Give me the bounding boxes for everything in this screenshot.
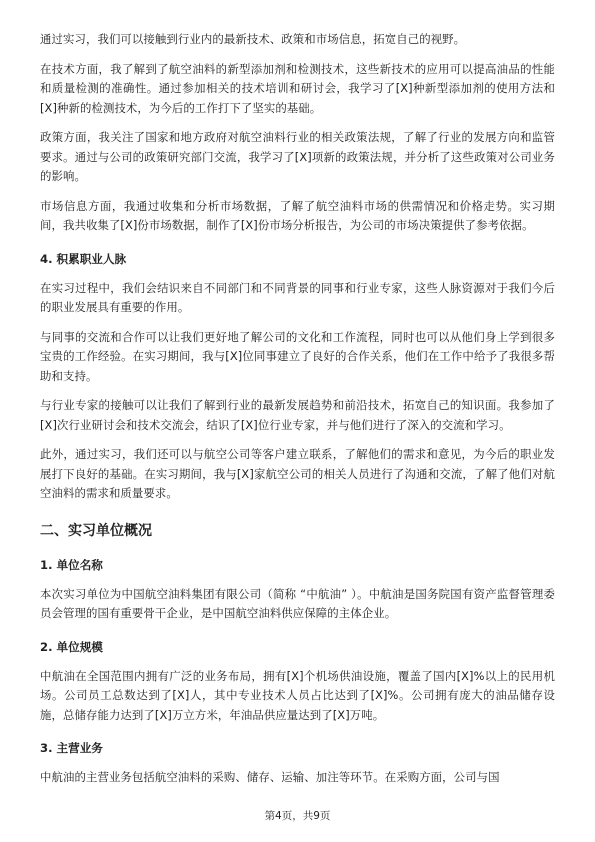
section-heading: 二、实习单位概况 xyxy=(40,522,152,539)
paragraph: 市场信息方面，我通过收集和分析市场数据，了解了航空油料市场的供需情况和价格走势。实习期间，我共收集了[X]份市场数据，制作了[X]份市场分析报告，为公司的市场决策提供了参考依据。 xyxy=(40,198,555,232)
paragraph: 在实习过程中，我们会结识来自不同部门和不同背景的同事和行业专家，这些人脉资源对于我们今后的职业发展具有重要的作用。 xyxy=(40,280,555,314)
subsection-heading: 3. 主营业务 xyxy=(40,741,103,755)
paragraph: 与同事的交流和合作可以让我们更好地了解公司的文化和工作流程，同时也可以从他们身上学到很多宝贵的工作经验。在实习期间，我与[X]位同事建立了良好的合作关系，他们在工作中给予了我很多帮助和支持。 xyxy=(40,329,555,383)
paragraph: 本次实习单位为中国航空油料集团有限公司（简称 “中航油” ）。中航油是国务院国有资产监督管理委员会管理的国有重要骨干企业，是中国航空油料供应保障的主体企业。 xyxy=(40,586,555,620)
paragraph: 中航油的主营业务包括航空油料的采购、储存、运输、加注等环节。在采购方面，公司与国 xyxy=(40,770,500,784)
paragraph: 通过实习，我们可以接触到行业内的最新技术、政策和市场信息，拓宽自己的视野。 xyxy=(40,32,466,46)
paragraph: 此外，通过实习，我们还可以与航空公司等客户建立联系，了解他们的需求和意见，为今后的职业发展打下良好的基础。在实习期间，我与[X]家航空公司的相关人员进行了沟通和交流，了解了他们对航空油料的需求和质量要求。 xyxy=(40,447,555,500)
paragraph: 在技术方面，我了解到了航空油料的新型添加剂和检测技术，这些新技术的应用可以提高油品的性能和质量检测的准确性。通过参加相关的技术培训和研讨会，我学习了[X]种新型添加剂的使用方法和[X]种新的检测技术，为今后的工作打下了坚实的基础。 xyxy=(40,61,555,115)
page-number: 第4页，共9页 xyxy=(264,810,331,822)
subsection-heading: 2. 单位规模 xyxy=(40,639,103,654)
paragraph: 与行业专家的接触可以让我们了解到行业的最新发展趋势和前沿技术，拓宽自己的知识面。我参加了[X]次行业研讨会和技术交流会，结识了[X]位行业专家，并与他们进行了深入的交流和学习。 xyxy=(40,398,555,432)
subsection-heading: 1. 单位名称 xyxy=(40,557,103,572)
paragraph: 政策方面，我关注了国家和地方政府对航空油料行业的相关政策法规，了解了行业的发展方向和监管要求。通过与公司的政策研究部门交流，我学习了[X]项新的政策法规，并分析了这些政策对公司业务的影响。 xyxy=(40,130,555,183)
paragraph: 中航油在全国范围内拥有广泛的业务布局，拥有[X]个机场供油设施，覆盖了国内[X]%以上的民用机场。公司员工总数达到了[X]人，其中专业技术人员占比达到了[X]%。公司拥有庞大的油品储存设施，总储存能力达到了[X]万立方米，年油品供应量达到了[X]万吨。 xyxy=(40,668,555,722)
subsection-heading: 4. 积累职业人脉 xyxy=(40,251,127,266)
document-body xyxy=(40,30,555,798)
